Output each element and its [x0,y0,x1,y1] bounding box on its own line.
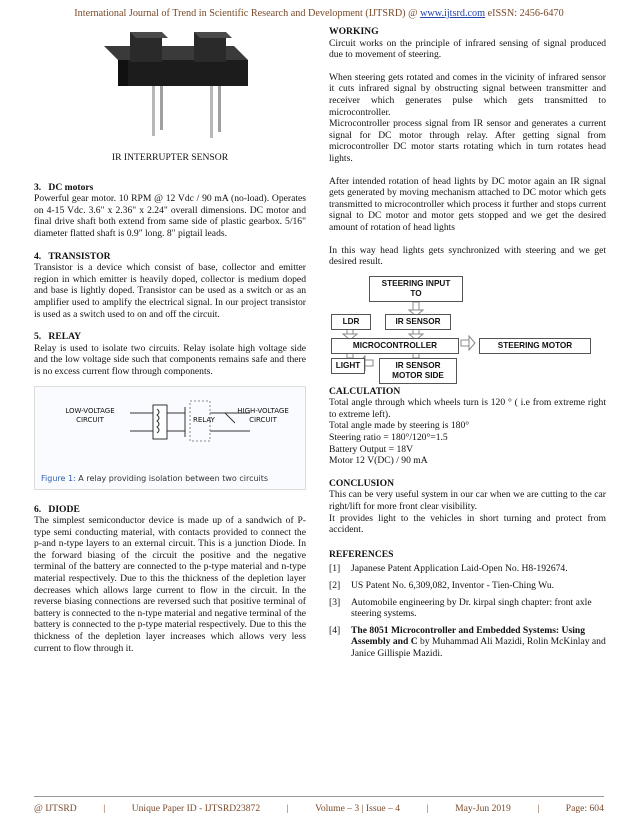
footer-date: May-Jun 2019 [455,803,511,814]
dc-motors-heading: 3. DC motors [34,181,94,193]
reference-number: [1] [329,563,341,575]
references-heading: REFERENCES [329,548,394,560]
reference-number: [3] [329,596,341,608]
reference-item [329,563,606,575]
reference-item [329,580,606,592]
calculation-heading: CALCULATION [329,385,401,397]
footer-volume: Volume – 3 | Issue – 4 [315,803,401,814]
transistor-heading: 4. TRANSISTOR [34,250,111,262]
ir-sensor-block: IR SENSOR [385,314,451,330]
journal-header [0,8,638,19]
working-para-1: Circuit works on the principle of infrared sensing of signal produced due to movement of steering. [329,37,606,61]
block-diagram [329,276,606,386]
left-column [34,26,306,654]
diode-heading: 6. DIODE [34,503,80,515]
calc-line-2: Total angle made by steering is 180° [329,420,470,432]
footer-divider: | [426,803,429,814]
microcontroller-block: MICROCONTROLLER [331,338,459,354]
ir-motor-side-block: IR SENSOR MOTOR SIDE [379,358,457,384]
reference-text: Japanese Patent Application Laid-Open No. H8-192674. [351,563,568,575]
steering-input-block: STEERING INPUT TO [369,276,463,302]
conclusion-para-1: This can be very useful system in our car when we are cutting to the car right/lift for more front clear visibility. [329,489,606,513]
journal-title: International Journal of Trend in Scientific Research and Development (IJTSRD) @ [74,8,418,19]
working-para-2: When steering gets rotated and comes in the vicinity of infrared sensor it cuts infrared signal by obstructing signal between transmitter and receiver which generates pulse which gets transmitted to microcontroller. [329,71,606,118]
sensor-caption: IR INTERRUPTER SENSOR [111,152,229,163]
calc-line-5: Motor 12 V(DC) / 90 mA [329,455,428,467]
ir-sensor-image [34,26,306,150]
relay-figure [34,386,306,490]
journal-url-link[interactable]: www.ijtsrd.com [420,8,486,19]
calc-line-4: Battery Output = 18V [329,443,414,455]
working-heading: WORKING [329,26,379,37]
reference-text: US Patent No. 6,309,082, Inventor - Tien-Ching Wu. [351,580,555,591]
right-column [329,26,606,665]
relay-label: RELAY [193,415,215,424]
working-para-5: In this way head lights gets synchronized with steering and we get desired result. [329,244,606,268]
working-para-4: After intended rotation of head lights by DC motor again an IR signal gets generated by moving mechanism attached to DC motor which gets transmitted to microcontroller which process it further and stops current signal to DC motor and motor gets stopped and we get the desired amount of rotation of head lights [329,175,606,233]
calc-line-3: Steering ratio = 180°/120°=1.5 [329,432,448,444]
journal-issn: eISSN: 2456-6470 [487,8,564,19]
footer-divider: | [537,803,540,814]
footer-divider: | [286,803,289,814]
footer-paper-id: Unique Paper ID - IJTSRD23872 [131,803,261,814]
reference-item [329,625,606,660]
dc-motors-text: Powerful gear motor. 10 RPM @ 12 Vdc / 90 mA (no-load). Operates on 4-15 Vdc. 3.6" x 2.36" x 2.24" overall dimensions. DC motor and final drive shaft both extend from same side of plastic gearbox. 5/16" diameter flatted shaft is 0.9" long. 8" pigtail leads. [34,193,306,239]
high-voltage-label: HIGH-VOLTAGE CIRCUIT [237,406,289,424]
low-voltage-label: LOW-VOLTAGE CIRCUIT [65,406,115,424]
reference-number: [4] [329,624,341,636]
reference-book-title: The 8051 Microcontroller and Embedded Systems: Using Assembly and C [351,624,585,648]
relay-heading: 5. RELAY [34,331,82,343]
conclusion-para-2: It provides light to the vehicles in short turning and protect from accident. [329,512,606,536]
reference-text: Automobile engineering by Dr. kirpal singh chapter: front axle steering systems. [351,596,592,620]
calc-line-1: Total angle through which wheels turn is 120 ° ( i.e from extreme right to extreme left). [329,397,606,420]
relay-caption-number: Figure 1: [41,473,76,483]
footer-divider: | [103,803,106,814]
footer-page: Page: 604 [565,803,604,814]
reference-list [329,563,606,659]
steering-motor-block: STEERING MOTOR [479,338,591,354]
footer-brand: @ IJTSRD [34,803,77,814]
relay-text: Relay is used to isolate two circuits. Relay isolate high voltage side and the low voltage side such that components remains safe and there is no excess current flow through components. [34,342,306,377]
page-footer [34,796,604,814]
reference-text [351,625,606,660]
ldr-block: LDR [331,314,371,330]
reference-item [329,597,606,620]
working-para-3: Microcontroller process signal from IR sensor and generates a current signal for DC motor through relay. After getting signal from microcontroller DC motor starts rotating which in turn rotates head lights. [329,118,606,164]
relay-figure-caption [41,473,268,485]
reference-authors: by Muhammad Ali Mazidi, Rolin McKinlay and Janice Gillispie Mazidi. [351,636,606,659]
relay-caption-text: A relay providing isolation between two circuits [75,473,269,483]
light-block: LIGHT [331,358,365,374]
conclusion-heading: CONCLUSION [329,477,395,489]
transistor-text: Transistor is a device which consist of base, collector and emitter region in which emitter is heavily doped, collector is medium doped and base is lightly doped. Transistor can be used as a switch or as an amplifier used to amplify the electrical signal. In our project transistor is used as a switch used to on and off the circuit. [34,262,306,320]
diode-text: The simplest semiconductor device is made up of a sandwich of P-type semi conducting material, with contacts provided to connect the p-and n-type layers to an external circuit. This is a junction Diode. In the forward biasing of the circuit the positive and the negative terminal of the battery are connected to the p-type material and n-type material respectively. Due to this the thickness of the depletion layer decreases which allows large current to flow in the circuit. In the reverse biasing connections are reversed such that positive terminal of battery is connected to the n-type material and negative terminal of the battery is connected to the p-type material respectively. Due to this the thickness of the depletion layer increases which allows very less current to flow through it. [34,515,306,654]
reference-number: [2] [329,580,341,591]
